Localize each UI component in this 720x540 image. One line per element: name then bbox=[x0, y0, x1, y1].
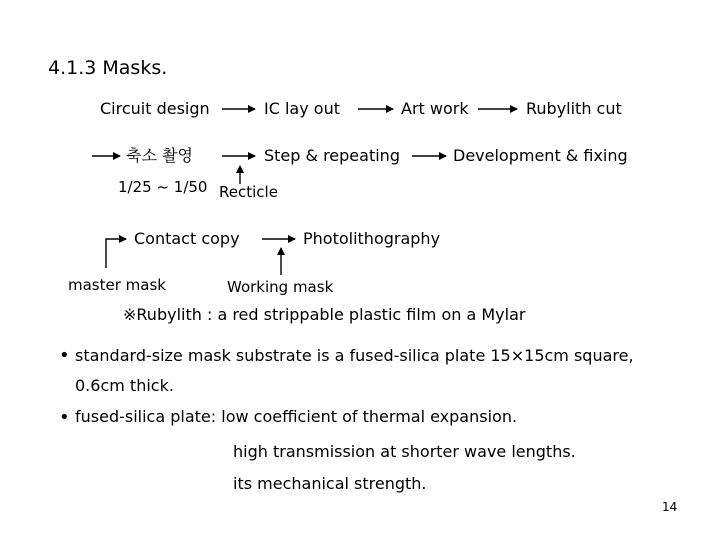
bullet-marker: • bbox=[59, 345, 70, 366]
step-art-work: Art work bbox=[401, 99, 469, 118]
slide-title: 4.1.3 Masks. bbox=[48, 57, 168, 79]
step-development-fixing: Development & fixing bbox=[453, 146, 628, 165]
reduction-ratio-label: 1/25 ~ 1/50 bbox=[118, 178, 208, 196]
step-step-repeating: Step & repeating bbox=[264, 146, 400, 165]
bullet-2-line-3: its mechanical strength. bbox=[233, 474, 427, 493]
step-photolithography: Photolithography bbox=[303, 229, 441, 248]
bullet-2-line-2: high transmission at shorter wave lengths. bbox=[233, 442, 576, 461]
rubylith-note: ※Rubylith : a red strippable plastic film on a Mylar bbox=[123, 305, 526, 324]
bullet-1-line-2: 0.6cm thick. bbox=[75, 376, 174, 395]
bullet-marker: • bbox=[59, 407, 70, 428]
arrow-master-mask-to-contact-copy bbox=[106, 239, 126, 268]
bullet-1-line-1: standard-size mask substrate is a fused-silica plate 15×15cm square, bbox=[75, 346, 634, 365]
page-number: 14 bbox=[662, 500, 678, 514]
master-mask-label: master mask bbox=[68, 276, 166, 294]
step-contact-copy: Contact copy bbox=[134, 229, 240, 248]
working-mask-label: Working mask bbox=[227, 278, 334, 296]
step-ic-layout: IC lay out bbox=[264, 99, 340, 118]
step-circuit-design: Circuit design bbox=[100, 99, 210, 118]
step-rubylith-cut: Rubylith cut bbox=[526, 99, 622, 118]
recticle-label: Recticle bbox=[219, 183, 278, 201]
bullet-2-line-1: fused-silica plate: low coefficient of thermal expansion. bbox=[75, 407, 518, 426]
step-reduction-photography: 축소 촬영 bbox=[126, 146, 193, 165]
